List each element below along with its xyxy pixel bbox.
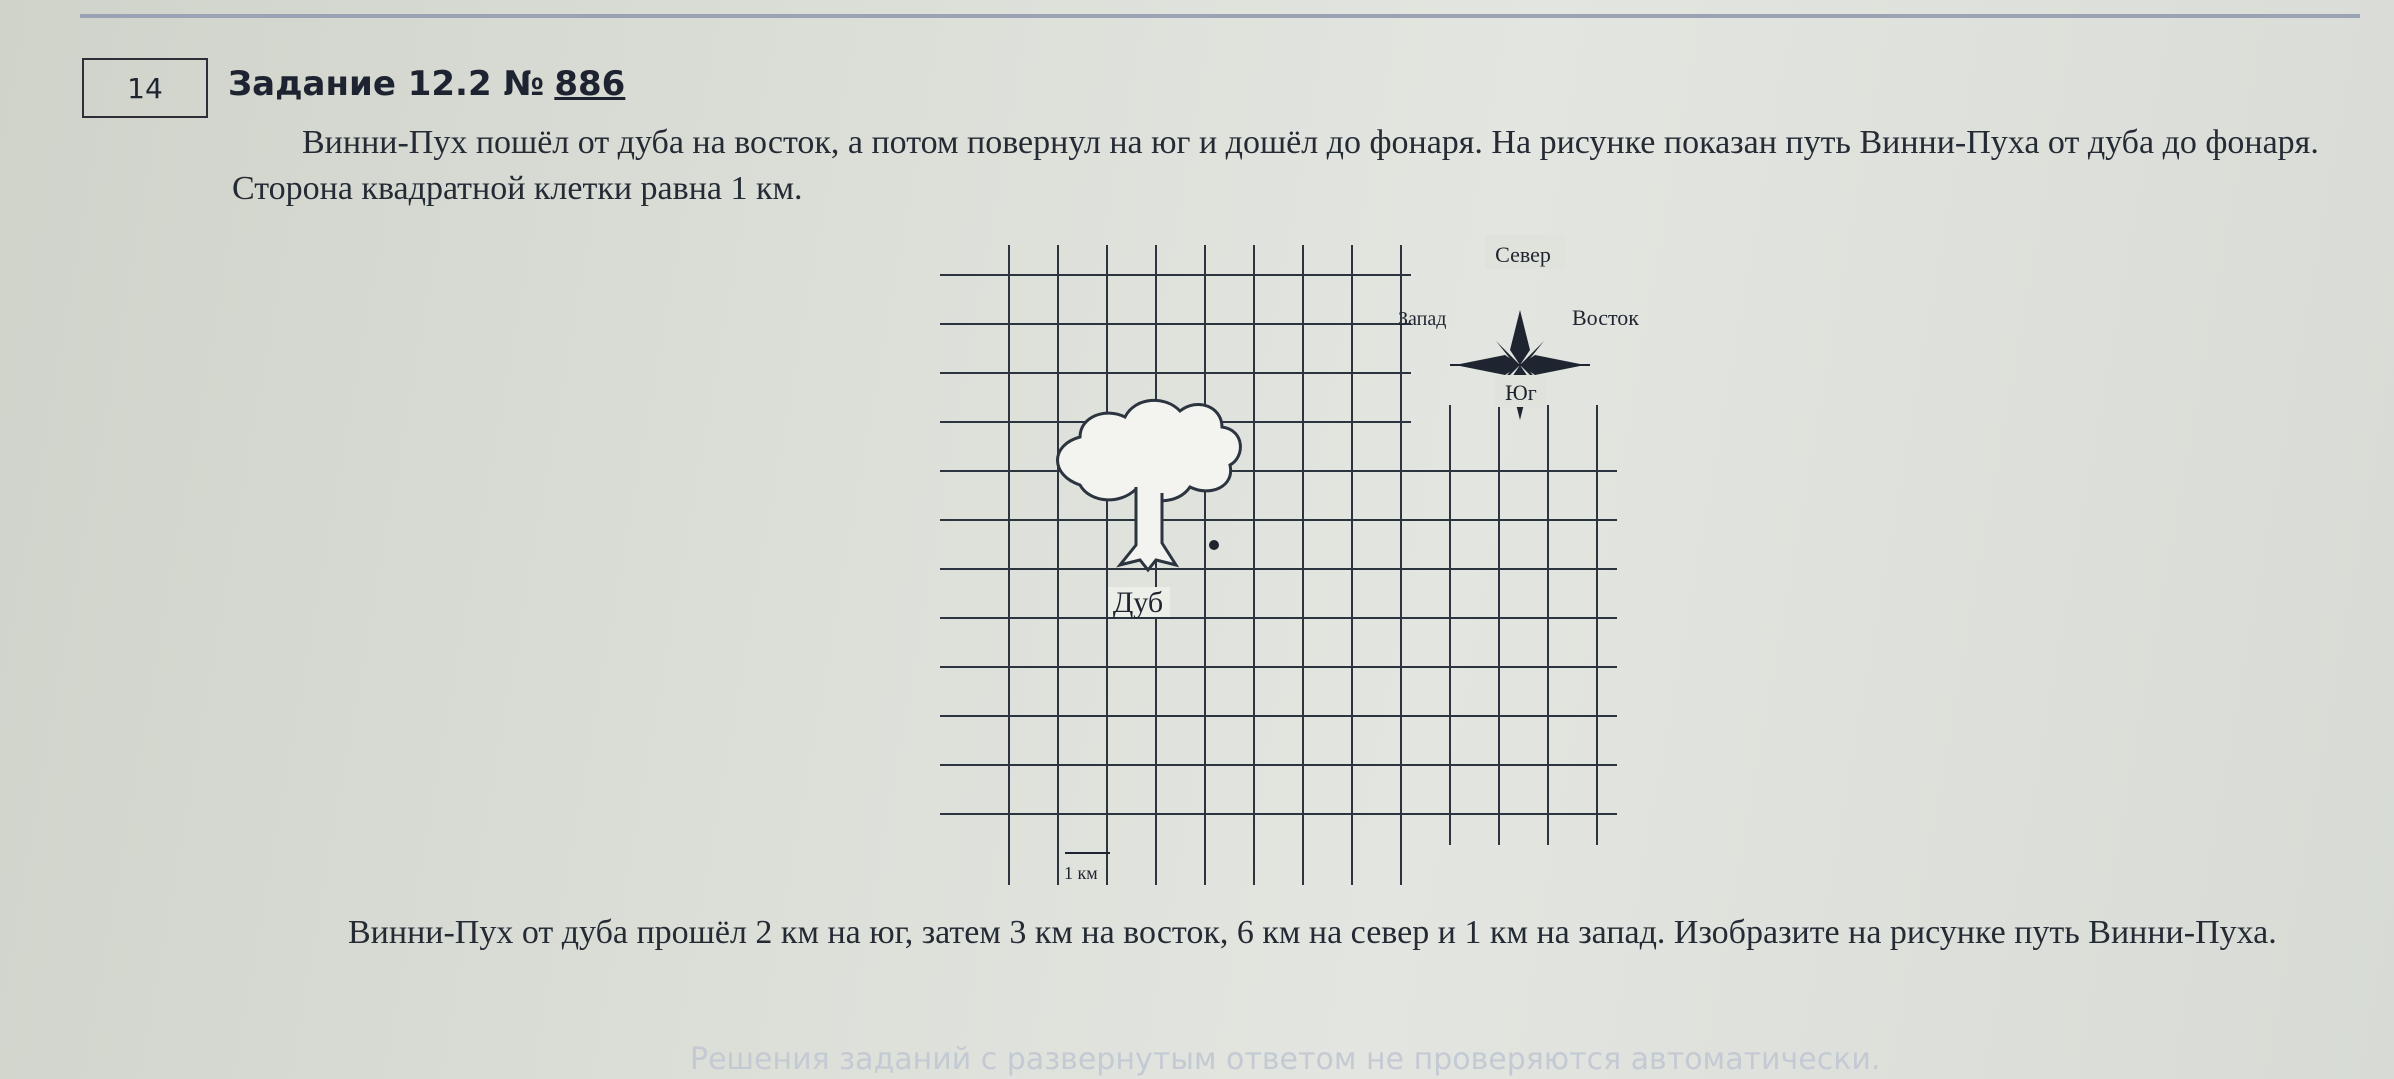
compass-west-label: Запад (1398, 308, 1447, 330)
compass-south-label: Юг (1505, 380, 1537, 405)
scale-label: 1 км (1064, 863, 1098, 883)
grid-figure (940, 225, 1680, 895)
oak-label: Дуб (1112, 586, 1164, 619)
compass-east-label: Восток (1572, 305, 1639, 330)
task-id-link[interactable]: 886 (554, 64, 626, 104)
task-number: 14 (127, 71, 163, 105)
task-title-prefix: Задание 12.2 № (228, 64, 545, 104)
task-paragraph-2: Винни-Пух от дуба прошёл 2 км на юг, затем 3 км на восток, 6 км на север и 1 км на запад. Изобразите на рисунке путь Винни-Пуха. (348, 914, 2277, 951)
oak-point (1209, 540, 1219, 550)
footer-note: Решения заданий с развернутым ответом не проверяются автоматически. (690, 1042, 1881, 1077)
task-number-box (82, 58, 208, 118)
task-paragraph-1: Винни-Пух пошёл от дуба на восток, а потом повернул на юг и дошёл до фонаря. На рисунке показан путь Винни-Пуха от дуба до фонаря. Сторона квадратной клетки равна 1 км. (232, 124, 2319, 207)
top-divider (80, 14, 2360, 18)
compass-north-label: Север (1495, 242, 1551, 267)
task-title (228, 64, 625, 104)
